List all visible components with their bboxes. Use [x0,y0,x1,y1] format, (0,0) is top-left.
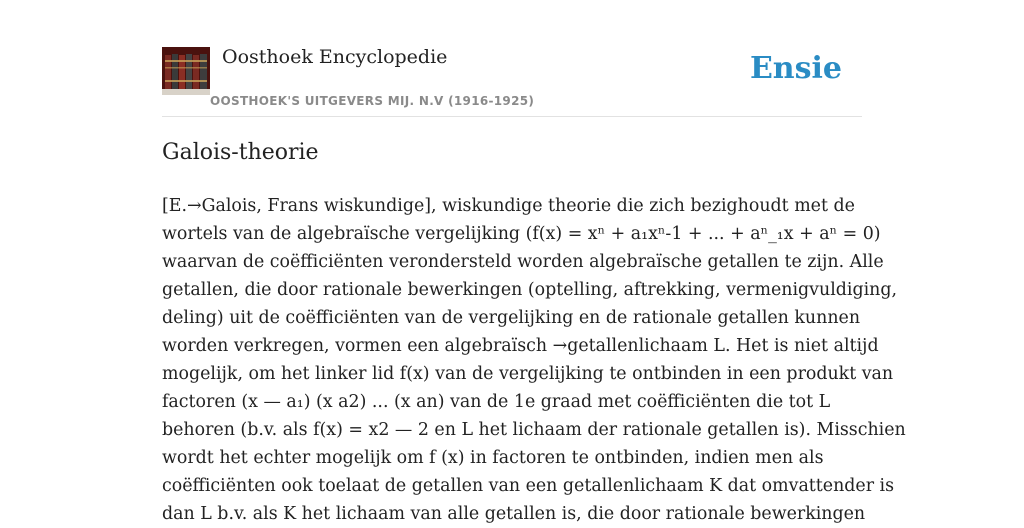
article-text-line: factoren (x — a₁) (x a2) ... (x an) van de 1e graad met coëfficiënten die tot L [162,392,831,412]
article-text-line: getallen, die door rationale bewerkingen (optelling, aftrekking, vermenigvuldiging, [162,280,898,300]
article-text-line: coëfficiënten ook toelaat de getallen van een getallenlichaam K dat omvattender is [162,476,895,496]
brand-logo[interactable]: Ensie [749,51,842,86]
article-text-line: [E.→Galois, Frans wiskundige], wiskundige theorie die zich bezighoudt met de [162,196,855,216]
publisher-label: OOSTHOEK'S UITGEVERS MIJ. N.V (1916-1925) [210,94,535,108]
article-text-line: mogelijk, om het linker lid f(x) van de vergelijking te ontbinden in een produkt van [162,364,894,384]
article-text-line: wordt het echter mogelijk om f (x) in factoren te ontbinden, indien men als [162,448,824,468]
content-container [162,0,906,524]
article-text-line: waarvan de coëfficiënten verondersteld worden algebraïsche getallen te zijn. Alle [162,252,884,272]
site-header [162,0,862,117]
article-text-line: wortels van de algebraïsche vergelijking (f(x) = xⁿ + a₁xⁿ-1 + ... + aⁿ_₁x + aⁿ = 0) [162,224,881,244]
books-icon[interactable] [162,47,210,95]
article-text-line: deling) uit de coëfficiënten van de vergelijking en de rationale getallen kunnen [162,308,861,328]
site-title[interactable]: Oosthoek Encyclopedie [222,46,448,68]
article-body [162,192,906,528]
article-text-line: behoren (b.v. als f(x) = x2 — 2 en L het lichaam der rationale getallen is). Misschien [162,420,906,440]
article-title: Galois-theorie [162,140,319,165]
article-text-line: dan L b.v. als K het lichaam van alle getallen is, die door rationale bewerkingen [162,504,866,524]
article-text-line: worden verkregen, vormen een algebraïsch →getallenlichaam L. Het is niet altijd [162,336,879,356]
